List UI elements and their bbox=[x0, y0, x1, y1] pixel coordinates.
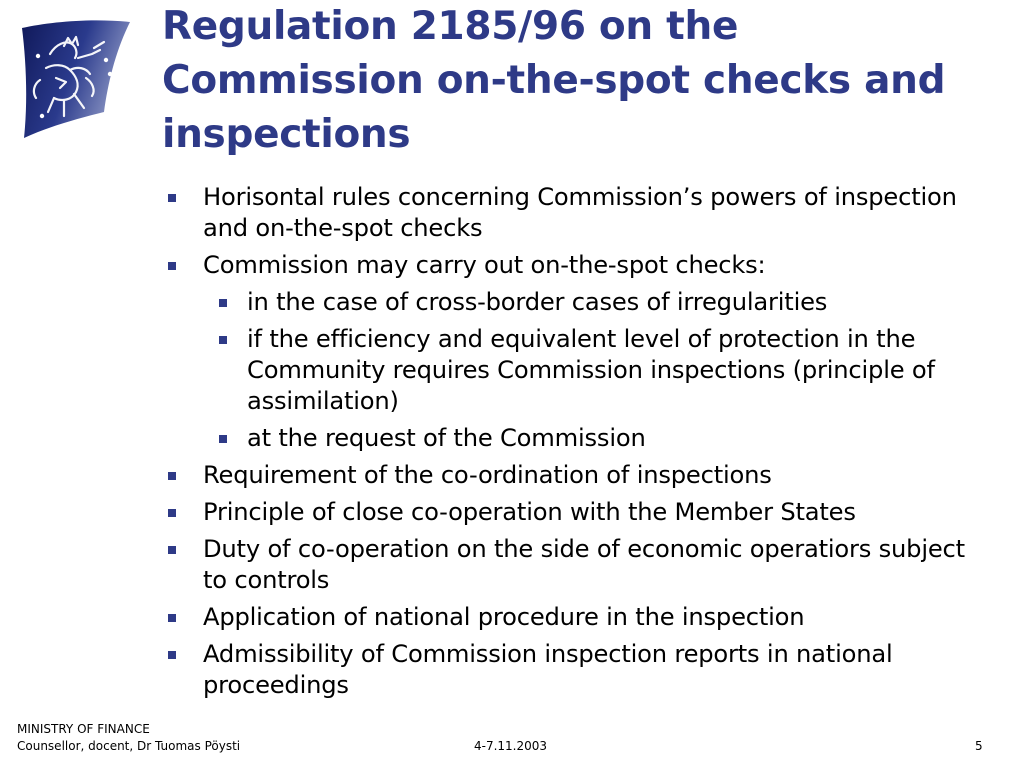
square-bullet-icon bbox=[219, 299, 227, 307]
bullet-item bbox=[166, 602, 976, 633]
sub-bullet-item bbox=[166, 423, 976, 454]
footer-ministry: MINISTRY OF FINANCE bbox=[17, 722, 150, 736]
bullet-text: Requirement of the co-ordination of inspections bbox=[203, 461, 772, 489]
square-bullet-icon bbox=[168, 509, 176, 517]
bullet-item bbox=[166, 534, 976, 596]
sub-bullet-item bbox=[166, 287, 976, 318]
square-bullet-icon bbox=[168, 651, 176, 659]
bullet-item bbox=[166, 250, 976, 281]
bullet-text: at the request of the Commission bbox=[247, 424, 646, 452]
square-bullet-icon bbox=[219, 336, 227, 344]
bullet-item bbox=[166, 460, 976, 491]
bullet-text: Commission may carry out on-the-spot checks: bbox=[203, 251, 766, 279]
bullet-item bbox=[166, 497, 976, 528]
bullet-text: Principle of close co-operation with the Member States bbox=[203, 498, 856, 526]
bullet-item bbox=[166, 182, 976, 244]
footer-author: Counsellor, docent, Dr Tuomas Pöysti bbox=[17, 739, 241, 753]
square-bullet-icon bbox=[168, 546, 176, 554]
square-bullet-icon bbox=[219, 435, 227, 443]
bullet-text: Horisontal rules concerning Commission’s powers of inspection and on-the-spot checks bbox=[203, 183, 957, 242]
bullet-text: if the efficiency and equivalent level of protection in the Community requires Commission inspections (principle of assimilation) bbox=[247, 325, 935, 415]
bullet-text: in the case of cross-border cases of irregularities bbox=[247, 288, 828, 316]
bullet-text: Admissibility of Commission inspection reports in national proceedings bbox=[203, 640, 893, 699]
footer-date: 4-7.11.2003 bbox=[474, 739, 548, 753]
bullet-text: Application of national procedure in the inspection bbox=[203, 603, 805, 631]
ministry-logo-icon bbox=[20, 20, 132, 142]
square-bullet-icon bbox=[168, 194, 176, 202]
square-bullet-icon bbox=[168, 472, 176, 480]
bullet-list bbox=[166, 182, 976, 707]
bullet-item bbox=[166, 639, 976, 701]
bullet-text: Duty of co-operation on the side of economic operatiors subject to controls bbox=[203, 535, 965, 594]
square-bullet-icon bbox=[168, 262, 176, 270]
page-number: 5 bbox=[975, 739, 983, 753]
square-bullet-icon bbox=[168, 614, 176, 622]
sub-bullet-item bbox=[166, 324, 976, 417]
slide-title: Regulation 2185/96 on the Commission on-the-spot checks and inspections bbox=[162, 4, 946, 157]
